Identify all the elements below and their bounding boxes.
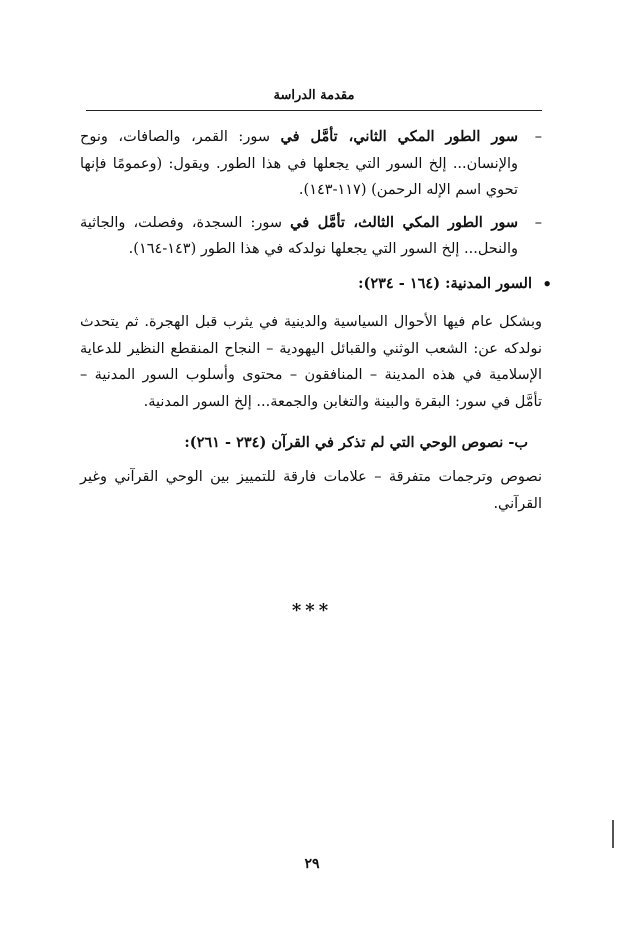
section-b-paragraph: نصوص وترجمات متفرقة – علامات فارقة للتمييز بين الوحي القرآني وغير القرآني. bbox=[80, 469, 542, 512]
section-separator: *** bbox=[291, 600, 333, 621]
bullet-icon: • bbox=[542, 274, 552, 293]
header-rule bbox=[86, 110, 542, 111]
dash-marker: – bbox=[534, 129, 542, 145]
item-text: سور: القمر، والصافات، ونوح والإنسان... إلخ السور التي يجعلها في هذا الطور. ويقول: (وعمومًا فإنها تحوي اسم الإله الرحمن) (١١٧-١٤٣). bbox=[80, 129, 518, 198]
madani-heading bbox=[80, 271, 552, 298]
madani-heading-text: السور المدنية: (١٦٤ - ٢٣٤): bbox=[358, 274, 532, 292]
dash-marker: – bbox=[534, 214, 542, 231]
list-item-meccan-3 bbox=[80, 210, 542, 263]
margin-mark bbox=[612, 820, 614, 848]
list-item-meccan-2 bbox=[80, 124, 542, 204]
madani-paragraph: وبشكل عام فيها الأحوال السياسية والدينية في يثرب قبل الهجرة. ثم يتحدث نولدكه عن: الشعب الوثني والقبائل اليهودية – النجاح المنقطع النظير للدعاية الإسلامية في هذه المدينة – المنافقون – محتوى وأسلوب السور المدنية – تأمَّل في سور: البقرة والبينة والتغابن والجمعة... إلخ السور المدنية. bbox=[80, 314, 542, 410]
page-number: ٢٩ bbox=[304, 856, 320, 872]
item-lead: سور الطور المكي الثاني، تأمَّل في bbox=[280, 128, 518, 145]
item-text: سور: السجدة، وفصلت، والجاثية والنحل... إلخ السور التي يجعلها نولدكه في هذا الطور (١٤٣-١٦٤). bbox=[80, 214, 518, 257]
page-body bbox=[80, 124, 552, 532]
running-header: مقدمة الدراسة bbox=[273, 88, 355, 103]
section-b-heading: ب- نصوص الوحي التي لم تذكر في القرآن (٢٣٤ - ٢٦١): bbox=[184, 433, 528, 451]
item-lead: سور الطور المكي الثالث، تأمَّل في bbox=[290, 213, 518, 231]
